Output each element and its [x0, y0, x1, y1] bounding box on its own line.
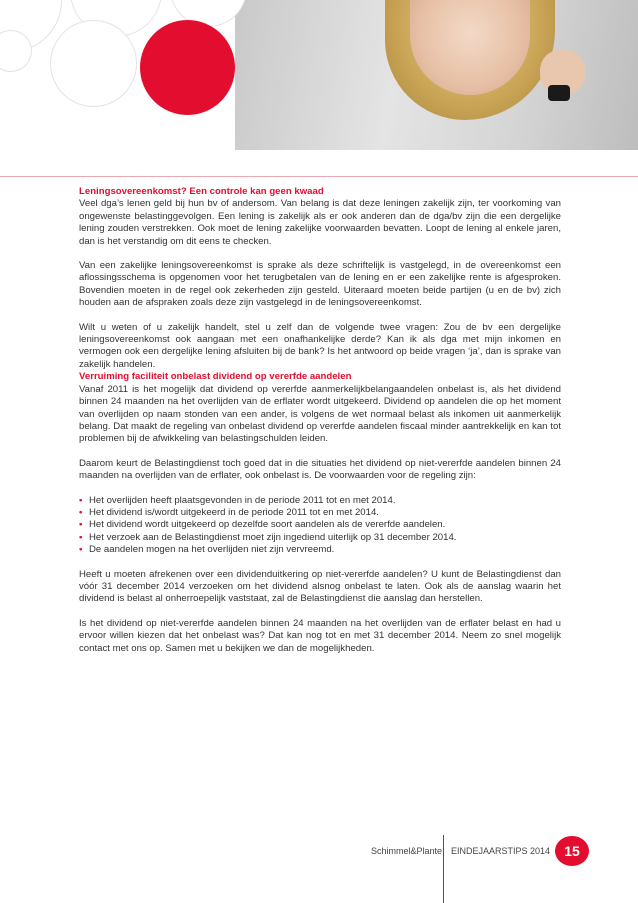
bullet-icon: •	[79, 519, 83, 531]
paragraph: Is het dividend op niet-vererfde aandelen binnen 24 maanden na het overlijden van de erflater belast en had u ervoor willen kiezen dat het onbelast was? Dat kan nog tot en met 31 december 2014. Neem zo snel mogelijk contact met ons op. Samen met u bekijken we dan de mogelijkheden.	[79, 617, 561, 654]
paragraph: Van een zakelijke leningsovereenkomst is sprake als deze schriftelijk is vastgelegd, in de overeenkomst een aflossingsschema is opgenomen voor het terugbetalen van de lening en er een zakelijke rente is afgesproken. Bovendien moeten in de regel ook zekerheden zijn gesteld. Uiteraard moeten beide partijen (u en de bv) zich houden aan de afspraken zoals deze zijn vastgelegd in de leningsovereenkomst.	[79, 260, 561, 309]
section-heading-dividend: Verruiming faciliteit onbelast dividend op vererfde aandelen	[79, 371, 352, 383]
paragraph: Vanaf 2011 is het mogelijk dat dividend op vererfde aanmerkelijkbelangaandelen onbelast is, als het dividend binnen 24 maanden na het overlijden van de erflater wordt uitgekeerd. Dividend op aandelen die op het moment van overlijden op naam stonden van een ander, is volgens de wet normaal belast als inkomen uit aanmerkelijk belang. Dat maakt de regeling van onbelast dividend op vererfde aandelen fiscaal minder aantrekkelijk en kan tot problemen bij de afwikkeling van belastingschulden leiden.	[79, 383, 561, 445]
decorative-circle-red	[140, 20, 235, 115]
decorative-circle	[50, 20, 137, 107]
bullet-icon: •	[79, 506, 83, 518]
footer-company: Schimmel&Plante	[370, 846, 442, 856]
section-heading-loan-agreement: Leningsovereenkomst? Een controle kan geen kwaad	[79, 186, 324, 197]
bullet-icon: •	[79, 531, 83, 543]
paragraph: Daarom keurt de Belastingdienst toch goed dat in die situaties het dividend op niet-vererfde aandelen binnen 24 maanden na overlijden van de erflater, ook onbelast is. De voorwaarden voor de regeling zijn:	[79, 457, 561, 482]
hero-image	[0, 0, 638, 155]
list-item: • Het overlijden heeft plaatsgevonden in de periode 2011 tot en met 2014.	[79, 494, 396, 506]
paragraph: Heeft u moeten afrekenen over een dividenduitkering op niet-vererfde aandelen? U kunt de Belastingdienst dan vóór 31 december 2014 verzoeken om het dividend alsnog onbelast te laten. Ook als de aanslag waarin het dividend is belast al onherroepelijk vaststaat, zal de Belastingdienst die aanslag dan herstellen.	[79, 568, 561, 605]
footer-publication: EINDEJAARSTIPS 2014	[451, 846, 551, 856]
list-item: • Het dividend wordt uitgekeerd op dezelfde soort aandelen als de vererfde aandelen.	[79, 519, 446, 531]
car-key-icon	[548, 85, 570, 101]
list-item: • De aandelen mogen na het overlijden niet zijn vervreemd.	[79, 544, 335, 556]
footer-divider	[443, 835, 444, 903]
paragraph: Veel dga’s lenen geld bij hun bv of andersom. Van belang is dat deze leningen zakelijk zijn, ter voorkoming van ongewenste belastinggevolgen. Een lening is zakelijk als er ook anderen dan de dga/bv zijn die een dergelijke lening zouden verstrekken. Ook moet de lening zakelijke voorwaarden bevatten. Loopt de lening al enkele jaren, dan is het verstandig om dit eens te checken.	[79, 198, 561, 247]
article-body	[79, 186, 561, 655]
conditions-list	[79, 495, 561, 557]
paragraph: Wilt u weten of u zakelijk handelt, stel u zelf dan de volgende twee vragen: Zou de bv een dergelijke leningsovereenkomst ook aangaan met een onafhankelijke derde? Kan ik als dga met mijn inkomen en vermogen ook een dergelijke lening afsluiten bij de bank? Is het antwoord op beide vragen ‘ja’, dan is sprake van zakelijk handelen.	[79, 321, 561, 370]
bullet-icon: •	[79, 544, 83, 556]
list-item: • Het verzoek aan de Belastingdienst moet zijn ingediend uiterlijk op 31 december 2014.	[79, 531, 457, 543]
list-item: • Het dividend is/wordt uitgekeerd in de periode 2011 tot en met 2014.	[79, 506, 379, 518]
page-number-badge: 15	[555, 836, 589, 866]
bullet-icon: •	[79, 494, 83, 506]
header-divider	[0, 176, 638, 177]
